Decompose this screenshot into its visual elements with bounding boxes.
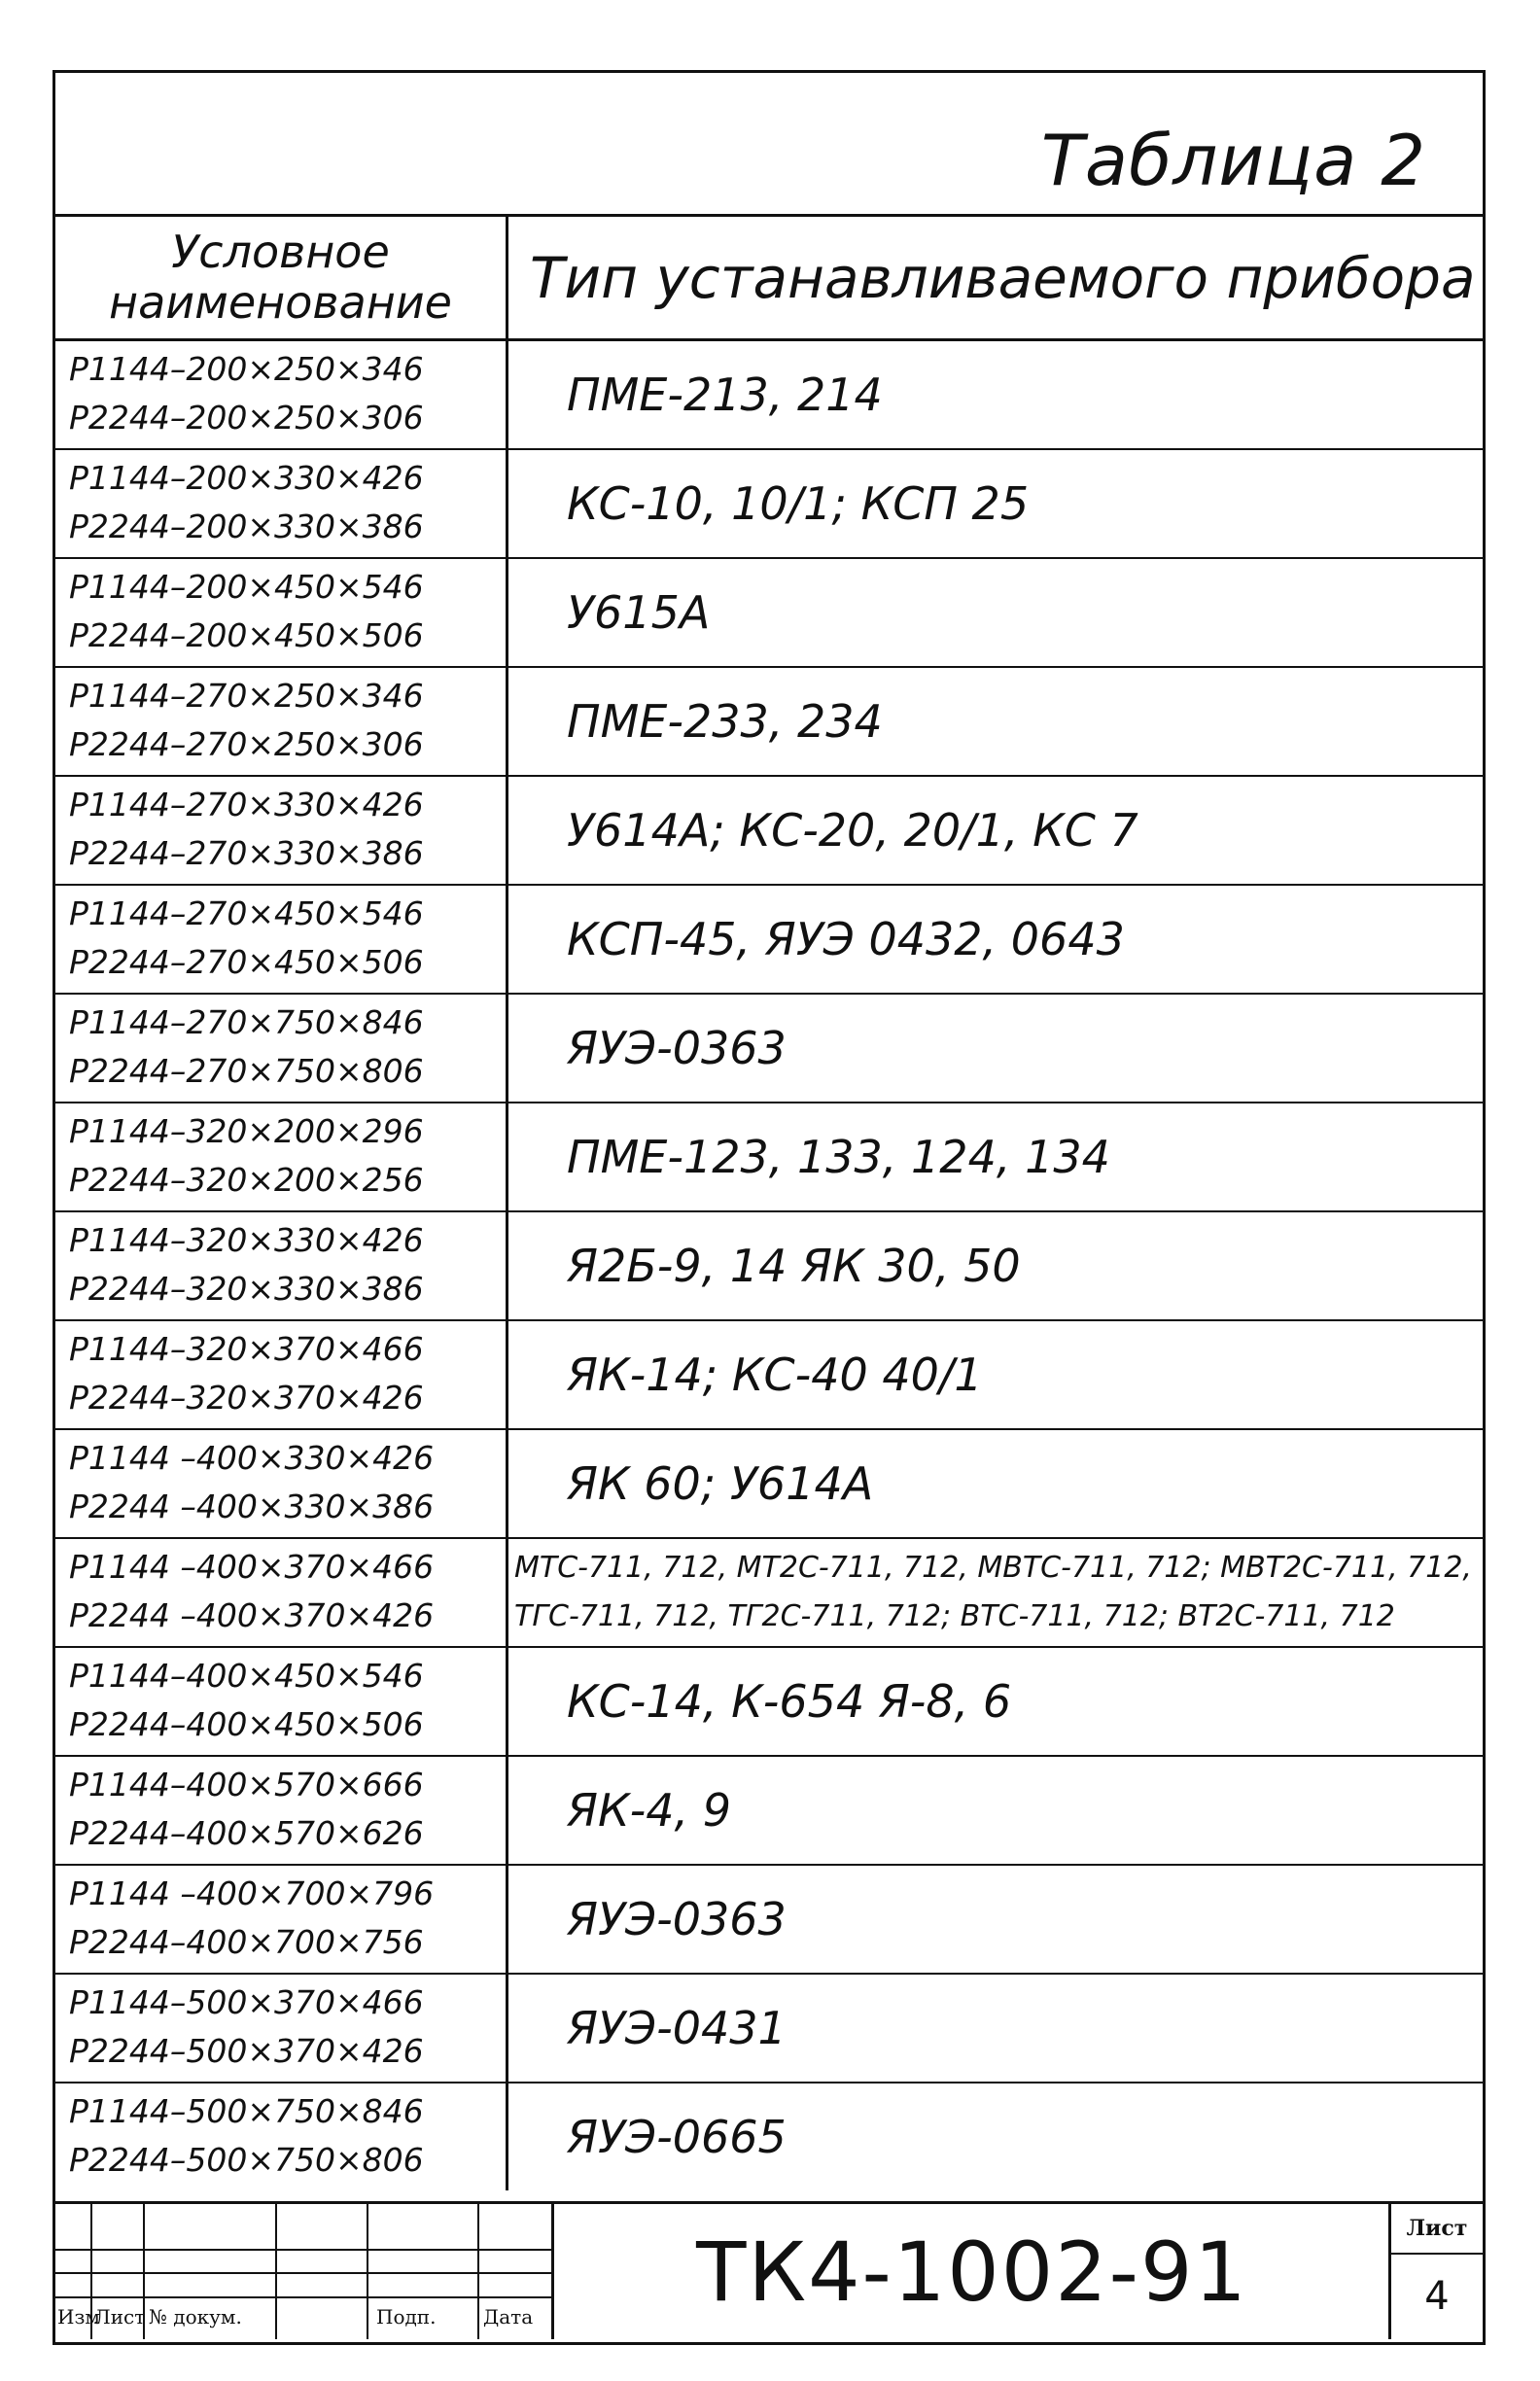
table-body — [55, 341, 1483, 2190]
table-row — [55, 1648, 1483, 1757]
table-row — [55, 1103, 1483, 1212]
device-type: ЯК 60; У614А — [567, 1457, 874, 1510]
table-row — [55, 777, 1483, 886]
conditional-name-cell — [55, 2083, 508, 2190]
device-type: КСП-45, ЯУЭ 0432, 0643 — [567, 913, 1125, 965]
sheet-number-box — [1388, 2204, 1483, 2339]
table-row — [55, 559, 1483, 668]
conditional-name: Р1144–200×450×546 — [69, 568, 424, 606]
device-type-cell — [508, 886, 1483, 993]
stamp-label-document: № докум. — [149, 2305, 242, 2328]
conditional-name: Р2244–400×570×626 — [69, 1814, 424, 1852]
device-type-cell — [508, 559, 1483, 666]
conditional-name: Р1144–500×750×846 — [69, 2092, 424, 2130]
document-code: ТК4-1002-91 — [551, 2204, 1390, 2339]
table-row — [55, 1539, 1483, 1648]
device-type-cell — [508, 450, 1483, 557]
device-table — [55, 214, 1483, 2190]
conditional-name: Р2244–270×250×306 — [69, 725, 424, 763]
conditional-name: Р1144–200×330×426 — [69, 459, 424, 497]
conditional-name: Р1144–270×750×846 — [69, 1003, 424, 1041]
device-type-cell — [508, 777, 1483, 884]
conditional-name: Р1144–320×200×296 — [69, 1112, 424, 1150]
conditional-name: Р2244–200×450×506 — [69, 616, 424, 654]
conditional-name: Р1144 –400×700×796 — [69, 1874, 435, 1912]
device-type-cell — [508, 1430, 1483, 1537]
device-type: ЯК-14; КС-40 40/1 — [567, 1348, 983, 1401]
device-type: МТС-711, 712, МТ2С-711, 712, МВТС-711, 712; МВТ2С-711, 712, — [514, 1551, 1472, 1585]
conditional-name: Р2244–270×450×506 — [69, 943, 424, 981]
table-row — [55, 1975, 1483, 2083]
device-type-cell — [508, 668, 1483, 775]
conditional-name-cell — [55, 886, 508, 993]
stamp-label-change: Изм — [57, 2305, 100, 2328]
device-type-cell — [508, 1212, 1483, 1319]
sheet-label: Лист — [1391, 2204, 1483, 2255]
drawing-sheet — [52, 70, 1486, 2345]
conditional-name-cell — [55, 1866, 508, 1973]
device-type: ПМЕ-213, 214 — [567, 368, 883, 421]
conditional-name-cell — [55, 1321, 508, 1428]
title-block — [55, 2201, 1483, 2342]
conditional-name: Р2244–270×330×386 — [69, 834, 424, 872]
conditional-name: Р2244–500×750×806 — [69, 2141, 424, 2179]
device-type-cell — [508, 995, 1483, 1102]
table-row — [55, 1321, 1483, 1430]
device-type-cell — [508, 1975, 1483, 2082]
header-device-type: Тип устанавливаемого прибора — [530, 244, 1476, 311]
conditional-name: Р1144–320×370×466 — [69, 1330, 424, 1368]
device-type: ЯУЭ-0665 — [567, 2111, 787, 2163]
conditional-name-cell — [55, 1757, 508, 1864]
conditional-name-cell — [55, 559, 508, 666]
table-row — [55, 1757, 1483, 1866]
table-header — [55, 217, 1483, 341]
conditional-name: Р2244 –400×330×386 — [69, 1488, 435, 1525]
conditional-name: Р2244–200×330×386 — [69, 508, 424, 545]
table-row — [55, 1212, 1483, 1321]
device-type-cell — [508, 1757, 1483, 1864]
revision-grid — [55, 2204, 551, 2339]
conditional-name-cell — [55, 1648, 508, 1755]
conditional-name: Р1144 –400×370×466 — [69, 1548, 435, 1586]
conditional-name: Р1144–270×250×346 — [69, 677, 424, 715]
stamp-label-date: Дата — [483, 2305, 534, 2328]
stamp-label-sheet: Лист — [94, 2305, 146, 2328]
table-row — [55, 341, 1483, 450]
device-type-cell — [508, 1539, 1483, 1646]
device-type-cell — [508, 1103, 1483, 1210]
conditional-name: Р2244–500×370×426 — [69, 2032, 424, 2070]
conditional-name: Р2244–200×250×306 — [69, 399, 424, 437]
conditional-name-cell — [55, 450, 508, 557]
table-row — [55, 886, 1483, 995]
device-type: ЯУЭ-0363 — [567, 1893, 787, 1945]
conditional-name: Р1144–270×330×426 — [69, 786, 424, 823]
conditional-name: Р1144–270×450×546 — [69, 894, 424, 932]
conditional-name-cell — [55, 995, 508, 1102]
conditional-name-cell — [55, 1430, 508, 1537]
conditional-name: Р2244–400×450×506 — [69, 1705, 424, 1743]
conditional-name-cell — [55, 777, 508, 884]
conditional-name: Р2244 –400×370×426 — [69, 1596, 435, 1634]
device-type-cell — [508, 1866, 1483, 1973]
conditional-name: Р2244–320×330×386 — [69, 1270, 424, 1308]
device-type: ПМЕ-233, 234 — [567, 695, 883, 748]
stamp-label-signature: Подп. — [376, 2305, 437, 2328]
device-type: ПМЕ-123, 133, 124, 134 — [567, 1131, 1110, 1183]
table-title: Таблица 2 — [1040, 120, 1426, 201]
conditional-name: Р1144–500×370×466 — [69, 1983, 424, 2021]
conditional-name-cell — [55, 1103, 508, 1210]
conditional-name-cell — [55, 1539, 508, 1646]
table-row — [55, 1430, 1483, 1539]
conditional-name: Р1144 –400×330×426 — [69, 1439, 435, 1477]
table-row — [55, 2083, 1483, 2190]
conditional-name: Р1144–400×570×666 — [69, 1766, 424, 1803]
conditional-name: Р1144–320×330×426 — [69, 1221, 424, 1259]
device-type: У615А — [567, 586, 711, 639]
conditional-name-cell — [55, 1975, 508, 2082]
device-type: КС-14, К-654 Я-8, 6 — [567, 1675, 1012, 1728]
device-type: КС-10, 10/1; КСП 25 — [567, 477, 1030, 530]
conditional-name-cell — [55, 1212, 508, 1319]
table-row — [55, 1866, 1483, 1975]
device-type: Я2Б-9, 14 ЯК 30, 50 — [567, 1240, 1021, 1292]
conditional-name-cell — [55, 668, 508, 775]
device-type: ЯУЭ-0363 — [567, 1022, 787, 1074]
conditional-name: Р2244–270×750×806 — [69, 1052, 424, 1090]
table-row — [55, 450, 1483, 559]
device-type-cell — [508, 2083, 1483, 2190]
sheet-number: 4 — [1424, 2274, 1450, 2319]
device-type: ТГС-711, 712, ТГ2С-711, 712; ВТС-711, 712; ВТ2С-711, 712 — [514, 1599, 1395, 1633]
device-type: У614А; КС-20, 20/1, КС 7 — [567, 804, 1138, 857]
device-type-cell — [508, 1648, 1483, 1755]
device-type-cell — [508, 341, 1483, 448]
conditional-name: Р2244–320×370×426 — [69, 1379, 424, 1417]
device-type: ЯУЭ-0431 — [567, 2002, 787, 2054]
header-conditional-name: Условное наименование — [55, 217, 508, 338]
conditional-name: Р2244–320×200×256 — [69, 1161, 424, 1199]
device-type: ЯК-4, 9 — [567, 1784, 731, 1837]
conditional-name: Р1144–200×250×346 — [69, 350, 424, 388]
conditional-name-cell — [55, 341, 508, 448]
conditional-name: Р2244–400×700×756 — [69, 1923, 424, 1961]
conditional-name: Р1144–400×450×546 — [69, 1657, 424, 1695]
table-row — [55, 995, 1483, 1103]
table-row — [55, 668, 1483, 777]
device-type-cell — [508, 1321, 1483, 1428]
